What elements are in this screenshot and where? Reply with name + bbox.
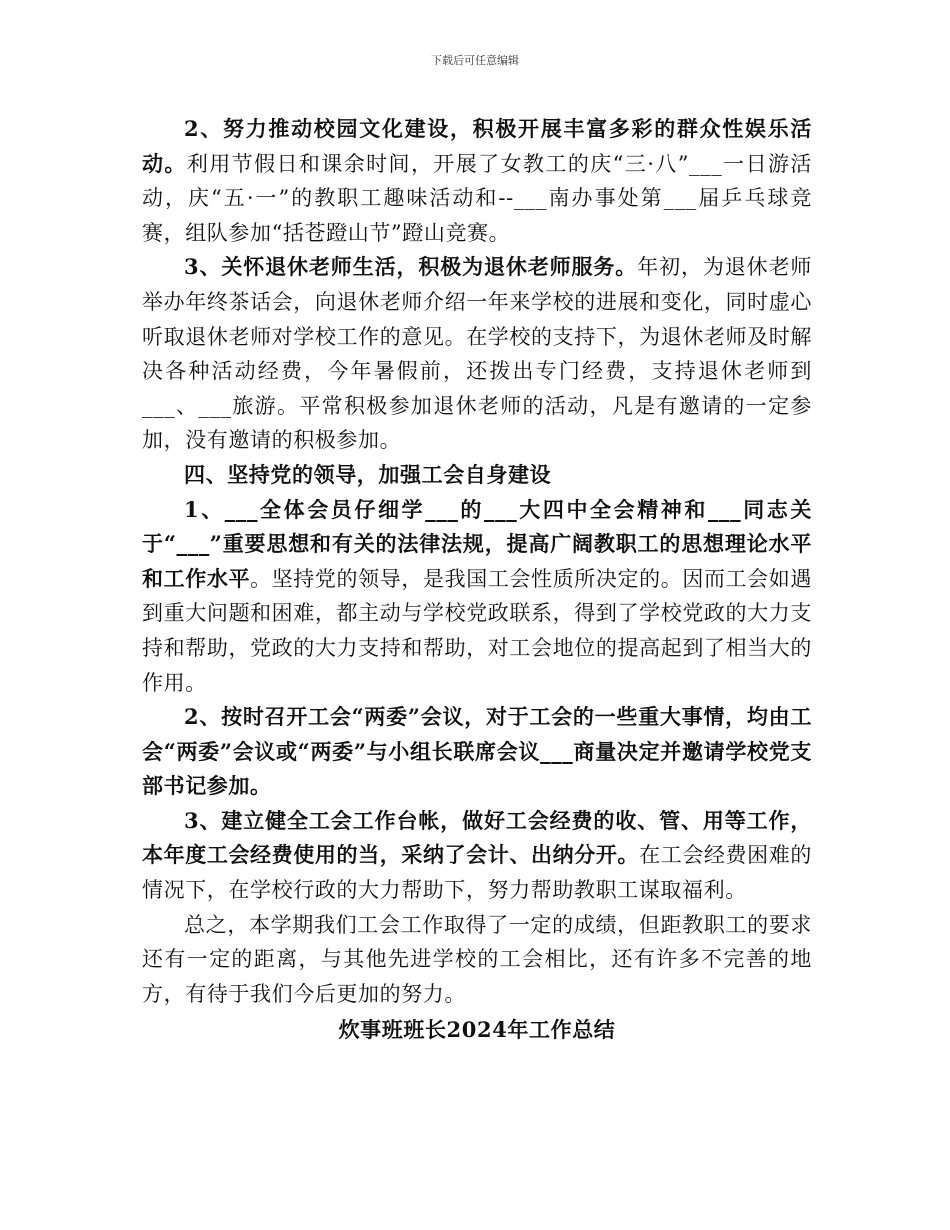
paragraph-conclusion [142,908,812,1012]
paragraph-lead: 1、___全体会员仔细学___的___大四中全会精神和___同志关于“___”重要思想和有关的法律法规，提高广阔教职工的思想理论水平和工作水平 [142,496,812,591]
paragraph-lead: 3、关怀退休老师生活，积极为退休老师服务。 [184,254,638,280]
next-document-title: 炊事班班长2024年工作总结 [338,1017,616,1043]
document-body [142,112,812,1048]
paragraph-lead: 3、建立健全工会工作台帐，做好工会经费的收、管、用等工作，本年度工会经费使用的当，采纳了会计、出纳分开。 [142,807,812,868]
paragraph-culture-activities [142,112,812,250]
page-header-note: 下载后可任意编辑 [431,54,519,67]
paragraph-lead: 2、按时召开工会“两委”会议，对于工会的一些重大事情，均由工会“两委”会议或“两委”与小组长联席会议___商量决定并邀请学校党支部书记参加。 [142,704,812,799]
paragraph-retired-teachers [142,250,812,458]
paragraph-study [142,493,812,701]
paragraph-lead: 2、努力推动校园文化建设，积极开展丰富多彩的群众性娱乐活动。 [142,116,812,176]
paragraph-text: 总之，本学期我们工会工作取得了一定的成绩，但距教职工的要求还有一定的距离，与其他先进学校的工会相比，还有许多不完善的地方，有待于我们今后更加的努力。 [142,912,812,1006]
paragraph-two-committees [142,700,812,804]
paragraph-accounts [142,804,812,908]
paragraph-text: 。坚持党的领导，是我国工会性质所决定的。因而工会如遇到重大问题和困难，都主动与学校党政联系，得到了学校党政的大力支持和帮助，党政的大力支持和帮助，对工会地位的提高起到了相当大的作用。 [142,566,813,695]
section-heading-party-leadership: 四、坚持党的领导，加强工会自身建设 [184,461,552,487]
paragraph-text: 利用节假日和课余时间，开展了女教工的庆“三·八”___一日游活动，庆“五·一”的教职工趣味活动和--___南办事处第___届乒乓球竞赛，组队参加“括苍蹬山节”蹬山竞赛。 [142,151,812,245]
paragraph-text: 年初，为退休老师举办年终茶话会，向退休老师介绍一年来学校的进展和变化，同时虚心听取退休老师对学校工作的意见。在学校的支持下，为退休老师及时解决各种活动经费，今年暑假前，还拨出专门经费，支持退休老师到___、___旅游。平常积极参加退休老师的活动，凡是有邀请的一定参加，没有邀请的积极参加。 [142,255,812,453]
paragraph-text: 在工会经费困难的情况下，在学校行政的大力帮助下，努力帮助教职工谋取福利。 [142,843,812,903]
